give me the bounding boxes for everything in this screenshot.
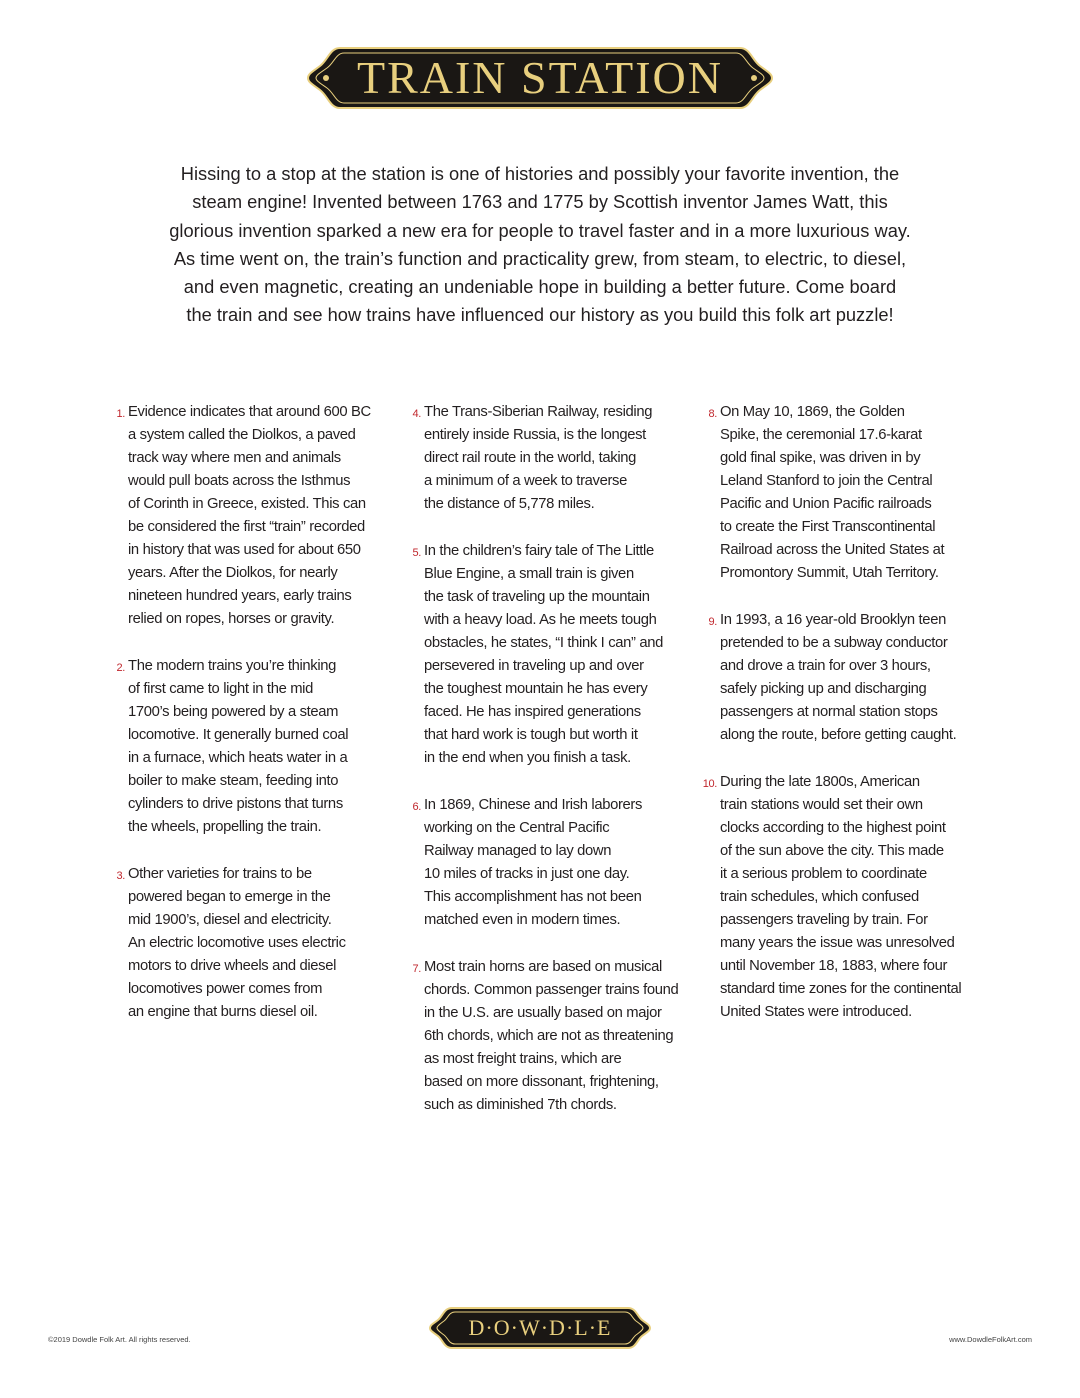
fact-text xyxy=(128,655,390,839)
fact-number: 7. xyxy=(412,963,421,975)
fact-line: direct rail route in the world, taking xyxy=(424,450,637,466)
fact-text xyxy=(128,401,390,631)
intro-line: and even magnetic, creating an undeniable hope in building a better future. Come board xyxy=(183,276,897,298)
fact-line: standard time zones for the continental xyxy=(720,981,962,997)
fact-line: the toughest mountain he has every xyxy=(424,681,648,697)
fact-number: 3. xyxy=(116,870,125,882)
fact-text xyxy=(424,794,693,932)
fact-text xyxy=(720,401,995,585)
fact-text xyxy=(720,771,995,1024)
fact-line: in the U.S. are usually based on major xyxy=(424,1005,662,1021)
fact-line: that hard work is tough but worth it xyxy=(424,727,638,743)
fact-line: such as diminished 7th chords. xyxy=(424,1097,617,1113)
fact-line: based on more dissonant, frightening, xyxy=(424,1074,659,1090)
intro-line: glorious invention sparked a new era for people to travel faster and in a more luxurious way. xyxy=(169,219,911,241)
fact-line: gold final spike, was driven in by xyxy=(720,450,921,466)
fact-line: a minimum of a week to traverse xyxy=(424,473,627,489)
fact-line: The modern trains you’re thinking xyxy=(128,658,337,674)
fact-line: persevered in traveling up and over xyxy=(424,658,644,674)
fact-line: clocks according to the highest point xyxy=(720,820,946,836)
fact-line: safely picking up and discharging xyxy=(720,681,927,697)
fact-line: a system called the Diolkos, a paved xyxy=(128,427,356,443)
intro-line: Hissing to a stop at the station is one of histories and possibly your favorite invention, the xyxy=(180,163,900,184)
fact-line: locomotive. It generally burned coal xyxy=(128,727,349,743)
dowdle-logo xyxy=(428,1306,652,1350)
fact-line: the distance of 5,778 miles. xyxy=(424,496,595,512)
fact-line: Leland Stanford to join the Central xyxy=(720,473,933,489)
intro-line: steam engine! Invented between 1763 and 1775 by Scottish inventor James Watt, this xyxy=(192,191,888,213)
fact-line: This accomplishment has not been xyxy=(424,889,642,905)
fact-number: 8. xyxy=(708,408,717,420)
title-banner xyxy=(306,46,774,110)
fact-line: powered began to emerge in the xyxy=(128,889,331,905)
fact-line: in a furnace, which heats water in a xyxy=(128,750,348,766)
fact-item xyxy=(105,401,390,631)
page-title: TRAIN STATION xyxy=(356,52,723,103)
fact-line: nineteen hundred years, early trains xyxy=(128,588,352,604)
fact-line: relied on ropes, horses or gravity. xyxy=(128,611,335,627)
fact-line: motors to drive wheels and diesel xyxy=(128,958,337,974)
intro-line: As time went on, the train’s function and practicality grew, from steam, to electric, to diesel, xyxy=(173,247,907,269)
fact-line: the wheels, propelling the train. xyxy=(128,819,322,835)
fact-item xyxy=(401,794,693,932)
fact-line: passengers at normal station stops xyxy=(720,704,938,720)
facts-column-2 xyxy=(401,401,693,1141)
fact-item xyxy=(401,401,693,516)
fact-line: until November 18, 1883, where four xyxy=(720,958,948,974)
fact-line: entirely inside Russia, is the longest xyxy=(424,427,646,443)
facts-column-1 xyxy=(105,401,390,1048)
intro-paragraph xyxy=(132,160,948,330)
fact-line: in history that was used for about 650 xyxy=(128,542,361,558)
fact-number: 6. xyxy=(412,801,421,813)
fact-number: 1. xyxy=(116,408,125,420)
fact-line: of Corinth in Greece, existed. This can xyxy=(128,496,366,512)
fact-line: to create the First Transcontinental xyxy=(720,519,936,535)
fact-line: and drove a train for over 3 hours, xyxy=(720,658,931,674)
facts-column-3 xyxy=(697,401,995,1048)
fact-line: years. After the Diolkos, for nearly xyxy=(128,565,338,581)
fact-text xyxy=(128,863,390,1024)
fact-line: During the late 1800s, American xyxy=(720,774,920,790)
fact-text xyxy=(720,609,995,747)
fact-line: of the sun above the city. This made xyxy=(720,843,944,859)
fact-line: Other varieties for trains to be xyxy=(128,866,312,882)
fact-line: along the route, before getting caught. xyxy=(720,727,957,743)
fact-line: Pacific and Union Pacific railroads xyxy=(720,496,932,512)
fact-line: On May 10, 1869, the Golden xyxy=(720,404,905,420)
fact-line: track way where men and animals xyxy=(128,450,341,466)
fact-line: The Trans-Siberian Railway, residing xyxy=(424,404,653,420)
fact-line: chords. Common passenger trains found xyxy=(424,982,679,998)
fact-line: In 1869, Chinese and Irish laborers xyxy=(424,797,643,813)
fact-text xyxy=(424,540,693,770)
fact-line: as most freight trains, which are xyxy=(424,1051,622,1067)
fact-item xyxy=(697,609,995,747)
fact-line: cylinders to drive pistons that turns xyxy=(128,796,343,812)
fact-line: faced. He has inspired generations xyxy=(424,704,641,720)
fact-line: 6th chords, which are not as threatening xyxy=(424,1028,674,1044)
fact-line: pretended to be a subway conductor xyxy=(720,635,948,651)
fact-number: 2. xyxy=(116,662,125,674)
fact-line: the task of traveling up the mountain xyxy=(424,589,650,605)
fact-line: many years the issue was unresolved xyxy=(720,935,955,951)
fact-item xyxy=(697,401,995,585)
fact-text xyxy=(424,401,693,516)
fact-line: with a heavy load. As he meets tough xyxy=(424,612,657,628)
fact-number: 9. xyxy=(708,616,717,628)
fact-line: of first came to light in the mid xyxy=(128,681,314,697)
fact-item xyxy=(401,956,693,1117)
fact-number: 10. xyxy=(702,778,717,790)
fact-line: In 1993, a 16 year-old Brooklyn teen xyxy=(720,612,946,628)
fact-line: Railroad across the United States at xyxy=(720,542,945,558)
logo-text: D·O·W·D·L·E xyxy=(468,1315,612,1340)
fact-line: in the end when you finish a task. xyxy=(424,750,631,766)
copyright-notice: ©2019 Dowdle Folk Art. All rights reserved. xyxy=(48,1335,191,1344)
fact-line: boiler to make steam, feeding into xyxy=(128,773,339,789)
fact-line: mid 1900’s, diesel and electricity. xyxy=(128,912,332,928)
fact-number: 4. xyxy=(412,408,421,420)
fact-line: locomotives power comes from xyxy=(128,981,323,997)
fact-line: train schedules, which confused xyxy=(720,889,919,905)
fact-line: Evidence indicates that around 600 BC xyxy=(128,404,371,420)
fact-line: matched even in modern times. xyxy=(424,912,621,928)
fact-item xyxy=(401,540,693,770)
fact-line: passengers traveling by train. For xyxy=(720,912,928,928)
fact-line: Promontory Summit, Utah Territory. xyxy=(720,565,939,581)
fact-line: 10 miles of tracks in just one day. xyxy=(424,866,630,882)
fact-line: obstacles, he states, “I think I can” and xyxy=(424,635,663,651)
fact-line: would pull boats across the Isthmus xyxy=(128,473,351,489)
fact-line: Railway managed to lay down xyxy=(424,843,612,859)
fact-line: Blue Engine, a small train is given xyxy=(424,566,634,582)
fact-item xyxy=(105,863,390,1024)
fact-line: In the children’s fairy tale of The Little xyxy=(424,543,654,559)
fact-line: it a serious problem to coordinate xyxy=(720,866,927,882)
fact-line: be considered the first “train” recorded xyxy=(128,519,365,535)
fact-item xyxy=(105,655,390,839)
fact-line: Most train horns are based on musical xyxy=(424,959,662,975)
fact-number: 5. xyxy=(412,547,421,559)
fact-item xyxy=(697,771,995,1024)
fact-line: United States were introduced. xyxy=(720,1004,912,1020)
fact-line: train stations would set their own xyxy=(720,797,923,813)
fact-line: working on the Central Pacific xyxy=(424,820,610,836)
intro-line: the train and see how trains have influenced our history as you build this folk art puzzle! xyxy=(186,304,894,326)
fact-line: An electric locomotive uses electric xyxy=(128,935,346,951)
fact-line: an engine that burns diesel oil. xyxy=(128,1004,318,1020)
fact-text xyxy=(424,956,693,1117)
fact-line: Spike, the ceremonial 17.6-karat xyxy=(720,427,922,443)
website-link[interactable]: www.DowdleFolkArt.com xyxy=(949,1335,1032,1344)
fact-line: 1700’s being powered by a steam xyxy=(128,704,339,720)
